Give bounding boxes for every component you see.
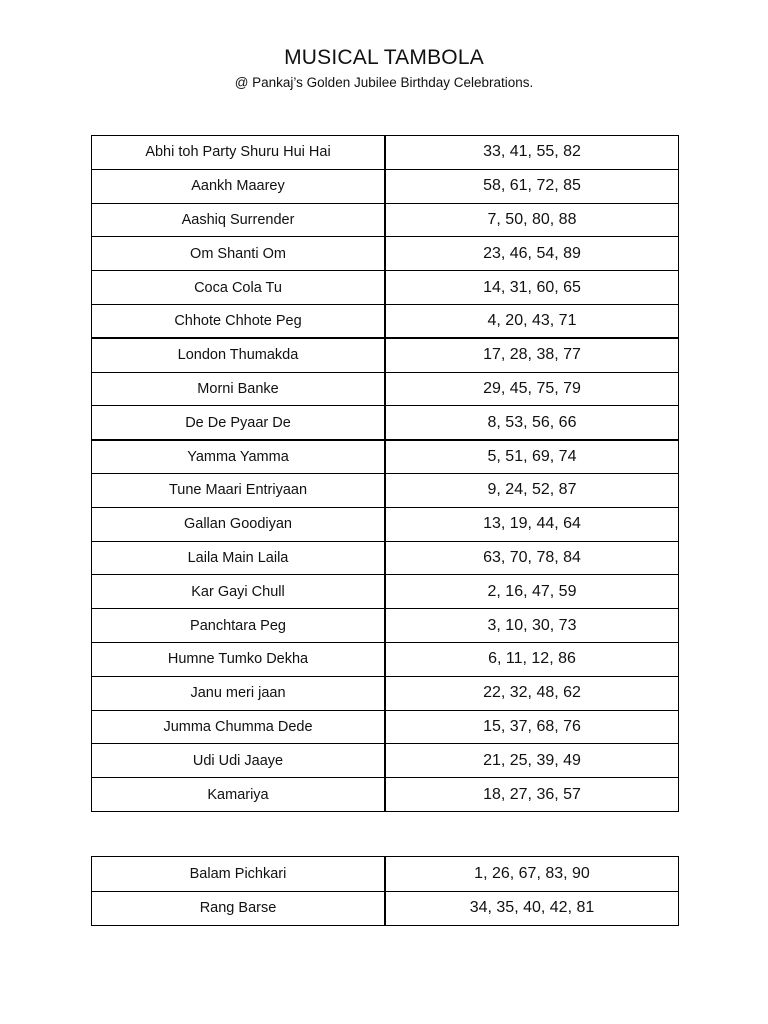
numbers-cell: 18, 27, 36, 57 bbox=[385, 778, 679, 812]
numbers-cell: 23, 46, 54, 89 bbox=[385, 237, 679, 271]
table-row bbox=[92, 440, 679, 474]
song-cell: Panchtara Peg bbox=[92, 609, 386, 643]
table-row bbox=[92, 642, 679, 676]
song-cell: Om Shanti Om bbox=[92, 237, 386, 271]
table-row bbox=[92, 744, 679, 778]
numbers-cell: 63, 70, 78, 84 bbox=[385, 541, 679, 575]
song-cell: De De Pyaar De bbox=[92, 406, 386, 440]
numbers-cell: 6, 11, 12, 86 bbox=[385, 642, 679, 676]
table-row bbox=[92, 372, 679, 406]
song-cell: Aankh Maarey bbox=[92, 169, 386, 203]
numbers-cell: 9, 24, 52, 87 bbox=[385, 473, 679, 507]
song-cell: Coca Cola Tu bbox=[92, 271, 386, 305]
numbers-cell: 58, 61, 72, 85 bbox=[385, 169, 679, 203]
numbers-cell: 13, 19, 44, 64 bbox=[385, 507, 679, 541]
page-title: MUSICAL TAMBOLA bbox=[284, 46, 484, 69]
numbers-cell: 2, 16, 47, 59 bbox=[385, 575, 679, 609]
numbers-cell: 15, 37, 68, 76 bbox=[385, 710, 679, 744]
song-cell: Udi Udi Jaaye bbox=[92, 744, 386, 778]
numbers-cell: 7, 50, 80, 88 bbox=[385, 203, 679, 237]
numbers-cell: 8, 53, 56, 66 bbox=[385, 406, 679, 440]
table-row bbox=[92, 237, 679, 271]
table-row bbox=[92, 609, 679, 643]
table-row bbox=[92, 507, 679, 541]
song-cell: Tune Maari Entriyaan bbox=[92, 473, 386, 507]
numbers-cell: 29, 45, 75, 79 bbox=[385, 372, 679, 406]
numbers-cell: 22, 32, 48, 62 bbox=[385, 676, 679, 710]
song-cell: Morni Banke bbox=[92, 372, 386, 406]
table-row bbox=[92, 338, 679, 372]
table-row bbox=[92, 203, 679, 237]
table-row bbox=[92, 406, 679, 440]
numbers-cell: 33, 41, 55, 82 bbox=[385, 136, 679, 170]
song-cell: Laila Main Laila bbox=[92, 541, 386, 575]
song-cell: Aashiq Surrender bbox=[92, 203, 386, 237]
table-row bbox=[92, 271, 679, 305]
song-cell: Chhote Chhote Peg bbox=[92, 304, 386, 338]
table-row bbox=[92, 136, 679, 170]
table-row bbox=[92, 169, 679, 203]
song-cell: Abhi toh Party Shuru Hui Hai bbox=[92, 136, 386, 170]
song-cell: Gallan Goodiyan bbox=[92, 507, 386, 541]
song-cell: Balam Pichkari bbox=[92, 857, 386, 892]
song-cell: Jumma Chumma Dede bbox=[92, 710, 386, 744]
table-row bbox=[92, 710, 679, 744]
table-row bbox=[92, 575, 679, 609]
song-cell: Rang Barse bbox=[92, 891, 386, 926]
table-row bbox=[92, 676, 679, 710]
song-cell: Humne Tumko Dekha bbox=[92, 642, 386, 676]
numbers-cell: 5, 51, 69, 74 bbox=[385, 440, 679, 474]
numbers-cell: 21, 25, 39, 49 bbox=[385, 744, 679, 778]
numbers-cell: 14, 31, 60, 65 bbox=[385, 271, 679, 305]
song-numbers-table bbox=[91, 135, 679, 812]
song-cell: Kamariya bbox=[92, 778, 386, 812]
song-cell: Kar Gayi Chull bbox=[92, 575, 386, 609]
song-cell: London Thumakda bbox=[92, 338, 386, 372]
table-row bbox=[92, 778, 679, 812]
table-row bbox=[92, 857, 679, 892]
song-cell: Janu meri jaan bbox=[92, 676, 386, 710]
table-row bbox=[92, 541, 679, 575]
table-row bbox=[92, 891, 679, 926]
song-cell: Yamma Yamma bbox=[92, 440, 386, 474]
numbers-cell: 1, 26, 67, 83, 90 bbox=[385, 857, 679, 892]
numbers-cell: 4, 20, 43, 71 bbox=[385, 304, 679, 338]
bonus-song-numbers-table bbox=[91, 856, 679, 926]
numbers-cell: 17, 28, 38, 77 bbox=[385, 338, 679, 372]
page-subtitle: @ Pankaj’s Golden Jubilee Birthday Celebrations. bbox=[234, 75, 534, 90]
numbers-cell: 34, 35, 40, 42, 81 bbox=[385, 891, 679, 926]
table-row bbox=[92, 473, 679, 507]
table-row bbox=[92, 304, 679, 338]
numbers-cell: 3, 10, 30, 73 bbox=[385, 609, 679, 643]
